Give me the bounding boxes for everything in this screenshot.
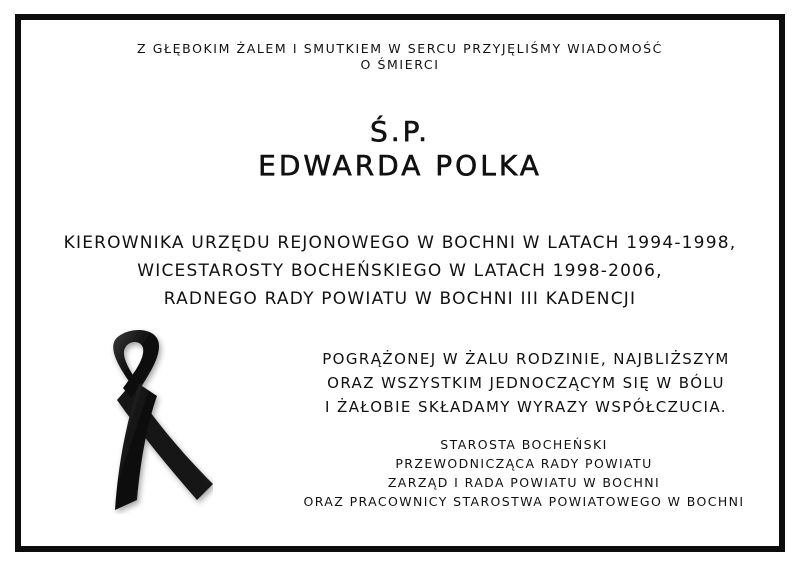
role-line: KIEROWNIKA URZĘDU REJONOWEGO W BOCHNI W LATACH 1994-1998, <box>63 233 737 253</box>
condolence-line: POGRĄŻONEJ W ŻALU RODZINIE, NAJBLIŻSZYM <box>322 350 730 368</box>
signature-line: STAROSTA BOCHEŃSKI <box>440 437 608 452</box>
role-line: WICESTAROSTY BOCHEŃSKIEGO W LATACH 1998-2006, <box>137 261 663 281</box>
deceased-name-block <box>21 115 779 183</box>
obituary-frame <box>15 14 785 552</box>
condolence-text <box>286 347 766 419</box>
deceased-prefix: Ś.P. <box>369 115 431 148</box>
signature-line: ORAZ PRACOWNICY STAROSTWA POWIATOWEGO W BOCHNI <box>303 494 745 509</box>
signature-line: PRZEWODNICZĄCA RADY POWIATU <box>395 456 653 471</box>
condolence-line: I ŻAŁOBIE SKŁADAMY WYRAZY WSPÓŁCZUCIA. <box>325 398 727 416</box>
signature-line: ZARZĄD I RADA POWIATU W BOCHNI <box>387 475 661 490</box>
condolence-line: ORAZ WSZYSTKIM JEDNOCZĄCYM SIĘ W BÓLU <box>327 374 725 392</box>
intro-line-2: O ŚMIERCI <box>360 57 440 72</box>
mourning-ribbon-icon <box>73 314 213 514</box>
intro-line-1: Z GŁĘBOKIM ŻALEM I SMUTKIEM W SERCU PRZYJĘLIŚMY WIADOMOŚĆ <box>136 41 664 56</box>
deceased-name: EDWARDA POLKA <box>258 149 542 182</box>
role-line: RADNEGO RADY POWIATU W BOCHNI III KADENCJI <box>163 289 637 309</box>
intro-text <box>21 41 779 73</box>
signatures-block <box>269 435 779 511</box>
roles-list <box>21 229 779 313</box>
